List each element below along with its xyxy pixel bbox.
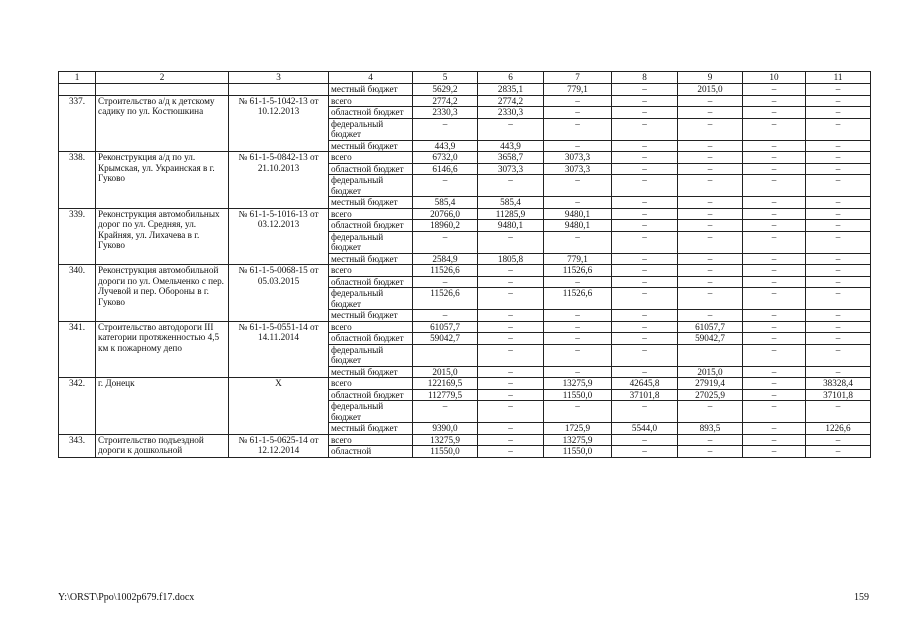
value-cell: – <box>743 366 806 378</box>
value-cell: – <box>678 446 743 458</box>
value-cell: – <box>806 321 871 333</box>
value-cell: 11550,0 <box>544 446 612 458</box>
value-cell: – <box>743 446 806 458</box>
value-cell: 11526,6 <box>413 265 478 277</box>
document-reference-cell: № 61-1-5-1016-13 от 03.12.2013 <box>229 208 329 265</box>
value-cell: – <box>806 107 871 119</box>
value-cell: – <box>478 446 544 458</box>
value-cell: – <box>413 276 478 288</box>
table-row <box>59 378 871 390</box>
value-cell: 9480,1 <box>478 220 544 232</box>
value-cell: – <box>743 389 806 401</box>
value-cell: 61057,7 <box>678 321 743 333</box>
value-cell: 9390,0 <box>413 423 478 435</box>
value-cell: – <box>743 434 806 446</box>
value-cell: – <box>806 333 871 345</box>
value-cell: 18960,2 <box>413 220 478 232</box>
value-cell: – <box>612 163 678 175</box>
value-cell: – <box>612 220 678 232</box>
funding-source-cell: областной бюджет <box>329 220 413 232</box>
value-cell: – <box>612 265 678 277</box>
value-cell: 5544,0 <box>612 423 678 435</box>
value-cell: – <box>743 175 806 197</box>
value-cell: – <box>743 423 806 435</box>
value-cell: – <box>478 231 544 253</box>
value-cell: – <box>743 288 806 310</box>
funding-source-cell: областной бюджет <box>329 163 413 175</box>
object-name-cell: Строительство а/д к детскому садику по ул. Костюшкина <box>96 95 229 152</box>
value-cell: – <box>806 253 871 265</box>
entry-number-cell: 341. <box>59 321 96 378</box>
table-row <box>59 95 871 107</box>
document-reference-cell: № 61-1-5-0551-14 от 14.11.2014 <box>229 321 329 378</box>
value-cell: – <box>743 401 806 423</box>
value-cell: 779,1 <box>544 84 612 96</box>
value-cell: – <box>678 288 743 310</box>
value-cell <box>678 344 743 366</box>
value-cell: – <box>678 163 743 175</box>
value-cell: – <box>806 152 871 164</box>
value-cell: – <box>743 321 806 333</box>
entry-number-cell: 343. <box>59 434 96 457</box>
value-cell: – <box>806 310 871 322</box>
value-cell: – <box>806 344 871 366</box>
value-cell: – <box>743 152 806 164</box>
value-cell: – <box>743 276 806 288</box>
value-cell: 112779,5 <box>413 389 478 401</box>
value-cell: 11550,0 <box>413 446 478 458</box>
funding-source-cell: федеральный бюджет <box>329 288 413 310</box>
value-cell: – <box>806 288 871 310</box>
value-cell: – <box>678 175 743 197</box>
value-cell: – <box>478 401 544 423</box>
funding-source-cell: федеральный бюджет <box>329 175 413 197</box>
value-cell: – <box>743 333 806 345</box>
value-cell: – <box>743 140 806 152</box>
value-cell: 13275,9 <box>544 434 612 446</box>
value-cell: 2774,2 <box>478 95 544 107</box>
value-cell: – <box>806 197 871 209</box>
object-name-cell: Реконструкция автомобильных дорог по ул. Средняя, ул. Крайняя, ул. Лихачева в г. Гуково <box>96 208 229 265</box>
value-cell: – <box>612 401 678 423</box>
value-cell: – <box>478 276 544 288</box>
value-cell: – <box>413 401 478 423</box>
column-number-header: 6 <box>478 72 544 84</box>
column-number-header: 7 <box>544 72 612 84</box>
value-cell: – <box>806 276 871 288</box>
value-cell: – <box>743 231 806 253</box>
value-cell: – <box>743 118 806 140</box>
funding-source-cell: местный бюджет <box>329 140 413 152</box>
value-cell: – <box>478 434 544 446</box>
value-cell: – <box>743 265 806 277</box>
entry-number-cell: 338. <box>59 152 96 209</box>
value-cell: – <box>612 434 678 446</box>
value-cell: 2330,3 <box>413 107 478 119</box>
funding-source-cell: местный бюджет <box>329 310 413 322</box>
value-cell: 3073,3 <box>478 163 544 175</box>
value-cell: – <box>612 197 678 209</box>
value-cell: – <box>612 333 678 345</box>
value-cell: – <box>413 175 478 197</box>
value-cell: – <box>413 118 478 140</box>
value-cell: 2584,9 <box>413 253 478 265</box>
value-cell: – <box>478 118 544 140</box>
value-cell: – <box>806 446 871 458</box>
value-cell: – <box>806 118 871 140</box>
value-cell: – <box>612 446 678 458</box>
value-cell: – <box>544 95 612 107</box>
value-cell: – <box>678 95 743 107</box>
value-cell: – <box>478 288 544 310</box>
value-cell: 27025,9 <box>678 389 743 401</box>
empty-cell <box>229 84 329 96</box>
value-cell: – <box>478 378 544 390</box>
funding-source-cell: областной <box>329 446 413 458</box>
funding-source-cell: всего <box>329 208 413 220</box>
value-cell: – <box>612 175 678 197</box>
value-cell: – <box>612 140 678 152</box>
document-reference-cell: № 61-1-5-1042-13 от 10.12.2013 <box>229 95 329 152</box>
value-cell: – <box>678 434 743 446</box>
funding-source-cell: местный бюджет <box>329 253 413 265</box>
value-cell <box>413 344 478 366</box>
value-cell: – <box>612 366 678 378</box>
table-row <box>59 208 871 220</box>
budget-table <box>58 71 871 458</box>
page-number: 159 <box>854 592 869 603</box>
value-cell: – <box>612 208 678 220</box>
value-cell: 42645,8 <box>612 378 678 390</box>
funding-source-cell: федеральный бюджет <box>329 118 413 140</box>
value-cell: – <box>544 175 612 197</box>
value-cell: – <box>678 107 743 119</box>
value-cell: 2015,0 <box>413 366 478 378</box>
empty-cell <box>96 84 229 96</box>
funding-source-cell: федеральный бюджет <box>329 401 413 423</box>
value-cell: 3073,3 <box>544 152 612 164</box>
value-cell: 13275,9 <box>544 378 612 390</box>
table-header-row <box>59 72 871 84</box>
value-cell: – <box>806 208 871 220</box>
value-cell: – <box>478 389 544 401</box>
value-cell: – <box>806 231 871 253</box>
value-cell: – <box>478 423 544 435</box>
value-cell: – <box>544 118 612 140</box>
value-cell: – <box>806 95 871 107</box>
value-cell: – <box>678 220 743 232</box>
value-cell: – <box>678 197 743 209</box>
column-number-header: 10 <box>743 72 806 84</box>
funding-source-cell: областной бюджет <box>329 276 413 288</box>
value-cell: – <box>544 366 612 378</box>
value-cell: 6146,6 <box>413 163 478 175</box>
value-cell: 20766,0 <box>413 208 478 220</box>
value-cell: – <box>743 107 806 119</box>
value-cell: – <box>478 175 544 197</box>
value-cell: – <box>544 197 612 209</box>
value-cell: – <box>612 95 678 107</box>
value-cell: – <box>743 95 806 107</box>
column-number-header: 4 <box>329 72 413 84</box>
value-cell: 779,1 <box>544 253 612 265</box>
value-cell: 893,5 <box>678 423 743 435</box>
value-cell: 1725,9 <box>544 423 612 435</box>
value-cell: – <box>743 84 806 96</box>
value-cell: 2774,2 <box>413 95 478 107</box>
value-cell: – <box>544 140 612 152</box>
value-cell: – <box>413 310 478 322</box>
value-cell: 2015,0 <box>678 84 743 96</box>
funding-source-cell: областной бюджет <box>329 107 413 119</box>
value-cell: 37101,8 <box>612 389 678 401</box>
value-cell: – <box>743 344 806 366</box>
value-cell: – <box>743 378 806 390</box>
funding-source-cell: местный бюджет <box>329 84 413 96</box>
value-cell: 38328,4 <box>806 378 871 390</box>
value-cell: – <box>544 231 612 253</box>
funding-source-cell: федеральный бюджет <box>329 231 413 253</box>
value-cell: – <box>478 310 544 322</box>
column-number-header: 2 <box>96 72 229 84</box>
value-cell: 9480,1 <box>544 220 612 232</box>
value-cell: 3073,3 <box>544 163 612 175</box>
value-cell: 11526,6 <box>544 288 612 310</box>
value-cell: – <box>544 276 612 288</box>
value-cell: – <box>678 231 743 253</box>
value-cell: – <box>612 118 678 140</box>
value-cell: 443,9 <box>478 140 544 152</box>
value-cell: – <box>612 231 678 253</box>
value-cell: 2015,0 <box>678 366 743 378</box>
funding-source-cell: всего <box>329 95 413 107</box>
document-reference-cell: № 61-1-5-0842-13 от 21.10.2013 <box>229 152 329 209</box>
funding-source-cell: местный бюджет <box>329 366 413 378</box>
entry-number-cell: 339. <box>59 208 96 265</box>
entry-number-cell: 337. <box>59 95 96 152</box>
value-cell: – <box>544 310 612 322</box>
value-cell: – <box>806 140 871 152</box>
column-number-header: 5 <box>413 72 478 84</box>
value-cell: – <box>612 321 678 333</box>
object-name-cell: г. Донецк <box>96 378 229 435</box>
column-number-header: 8 <box>612 72 678 84</box>
value-cell: – <box>743 220 806 232</box>
value-cell: – <box>743 197 806 209</box>
table-row <box>59 265 871 277</box>
value-cell: 59042,7 <box>413 333 478 345</box>
empty-cell <box>59 84 96 96</box>
value-cell: – <box>544 107 612 119</box>
table-row <box>59 434 871 446</box>
value-cell: 6732,0 <box>413 152 478 164</box>
table-body <box>59 72 871 458</box>
table-row <box>59 84 871 96</box>
value-cell: 11526,6 <box>544 265 612 277</box>
funding-source-cell: местный бюджет <box>329 197 413 209</box>
value-cell: – <box>612 310 678 322</box>
funding-source-cell: федеральный бюджет <box>329 344 413 366</box>
value-cell: – <box>743 208 806 220</box>
value-cell: – <box>806 84 871 96</box>
value-cell: – <box>478 366 544 378</box>
value-cell: 1805,8 <box>478 253 544 265</box>
footer-file-path: Y:\ORST\Ppo\1002p679.f17.docx <box>58 592 195 603</box>
value-cell: 1226,6 <box>806 423 871 435</box>
document-reference-cell: Х <box>229 378 329 435</box>
value-cell: – <box>612 253 678 265</box>
value-cell: – <box>806 220 871 232</box>
value-cell: – <box>678 265 743 277</box>
value-cell: – <box>743 253 806 265</box>
value-cell: 585,4 <box>413 197 478 209</box>
column-number-header: 9 <box>678 72 743 84</box>
column-number-header: 1 <box>59 72 96 84</box>
value-cell: 13275,9 <box>413 434 478 446</box>
value-cell: – <box>678 253 743 265</box>
value-cell: – <box>544 401 612 423</box>
value-cell: 9480,1 <box>544 208 612 220</box>
value-cell: 2330,3 <box>478 107 544 119</box>
object-name-cell: Строительство подъездной дороги к дошкольной <box>96 434 229 457</box>
value-cell: 443,9 <box>413 140 478 152</box>
value-cell: 59042,7 <box>678 333 743 345</box>
value-cell: – <box>678 276 743 288</box>
value-cell: 11285,9 <box>478 208 544 220</box>
value-cell: 2835,1 <box>478 84 544 96</box>
value-cell: – <box>478 321 544 333</box>
table-row <box>59 152 871 164</box>
value-cell: – <box>612 107 678 119</box>
funding-source-cell: всего <box>329 265 413 277</box>
value-cell: – <box>413 231 478 253</box>
value-cell: – <box>743 163 806 175</box>
value-cell: – <box>678 152 743 164</box>
value-cell: – <box>806 434 871 446</box>
funding-source-cell: всего <box>329 152 413 164</box>
value-cell: 5629,2 <box>413 84 478 96</box>
value-cell: 37101,8 <box>806 389 871 401</box>
funding-source-cell: всего <box>329 378 413 390</box>
value-cell: 3658,7 <box>478 152 544 164</box>
value-cell: – <box>478 333 544 345</box>
document-reference-cell: № 61-1-5-0068-15 от 05.03.2015 <box>229 265 329 322</box>
value-cell: – <box>612 288 678 310</box>
value-cell: – <box>612 276 678 288</box>
value-cell: 11526,6 <box>413 288 478 310</box>
object-name-cell: Реконструкция автомобильной дороги по ул. Омельченко с пер. Лучевой и пер. Обороны в г. Гуково <box>96 265 229 322</box>
funding-source-cell: областной бюджет <box>329 389 413 401</box>
value-cell: – <box>544 344 612 366</box>
value-cell: 61057,7 <box>413 321 478 333</box>
funding-source-cell: местный бюджет <box>329 423 413 435</box>
value-cell: – <box>806 401 871 423</box>
funding-source-cell: областной бюджет <box>329 333 413 345</box>
value-cell: – <box>806 265 871 277</box>
value-cell: 11550,0 <box>544 389 612 401</box>
funding-source-cell: всего <box>329 321 413 333</box>
value-cell: – <box>678 118 743 140</box>
value-cell: – <box>478 344 544 366</box>
document-reference-cell: № 61-1-5-0625-14 от 12.12.2014 <box>229 434 329 457</box>
value-cell: – <box>806 163 871 175</box>
value-cell: – <box>612 344 678 366</box>
value-cell: – <box>743 310 806 322</box>
funding-source-cell: всего <box>329 434 413 446</box>
value-cell: – <box>678 208 743 220</box>
value-cell: – <box>806 366 871 378</box>
value-cell: – <box>612 152 678 164</box>
value-cell: – <box>678 310 743 322</box>
value-cell: – <box>806 175 871 197</box>
object-name-cell: Реконструкция а/д по ул. Крымская, ул. Украинская в г. Гуково <box>96 152 229 209</box>
value-cell: – <box>678 401 743 423</box>
column-number-header: 3 <box>229 72 329 84</box>
entry-number-cell: 342. <box>59 378 96 435</box>
value-cell: 585,4 <box>478 197 544 209</box>
value-cell: – <box>678 140 743 152</box>
entry-number-cell: 340. <box>59 265 96 322</box>
value-cell: – <box>612 84 678 96</box>
value-cell: 27919,4 <box>678 378 743 390</box>
object-name-cell: Строительство автодороги III категории протяженностью 4,5 км к пожарному депо <box>96 321 229 378</box>
value-cell: 122169,5 <box>413 378 478 390</box>
column-number-header: 11 <box>806 72 871 84</box>
value-cell: – <box>544 333 612 345</box>
value-cell: – <box>478 265 544 277</box>
table-row <box>59 321 871 333</box>
value-cell: – <box>544 321 612 333</box>
